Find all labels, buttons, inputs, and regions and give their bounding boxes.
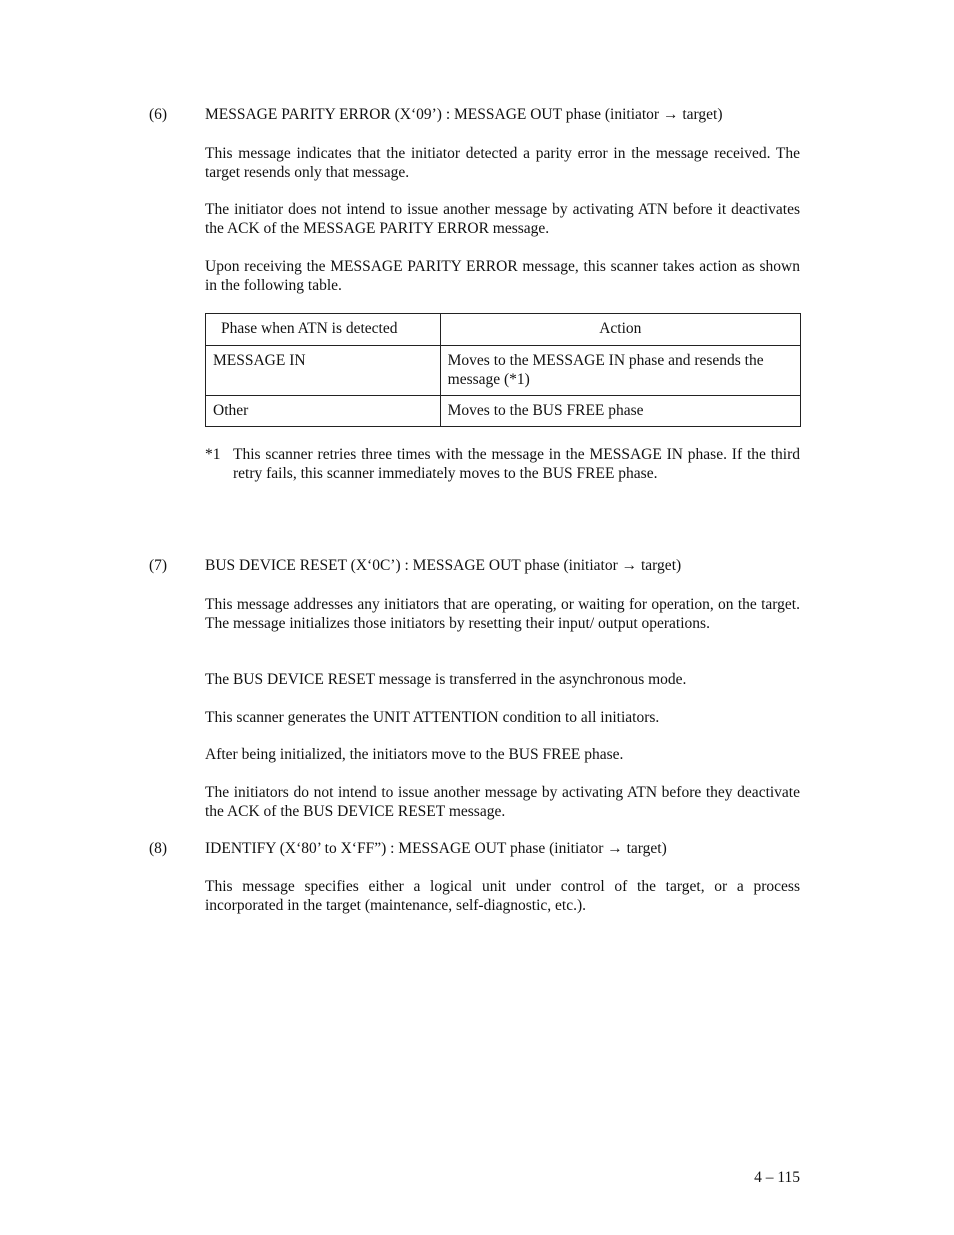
section-8-number: (8) bbox=[149, 840, 168, 857]
section-7-title: BUS DEVICE RESET (X‘0C’) : MESSAGE OUT phase (initiator → target) bbox=[205, 557, 682, 574]
section-6-paragraph-3: Upon receiving the MESSAGE PARITY ERROR message, this scanner takes action as shown in the following table. bbox=[205, 258, 800, 294]
table-cell-action: Moves to the MESSAGE IN phase and resends the message (*1) bbox=[440, 346, 800, 396]
table-header-action: Action bbox=[440, 314, 800, 346]
section-7-paragraph-2: The BUS DEVICE RESET message is transferred in the asynchronous mode. bbox=[205, 671, 687, 688]
section-6-paragraph-1: This message indicates that the initiator detected a parity error in the message received. The target resends only that message. bbox=[205, 145, 800, 181]
section-7-paragraph-4: After being initialized, the initiators move to the BUS FREE phase. bbox=[205, 746, 624, 763]
section-7-paragraph-3: This scanner generates the UNIT ATTENTION condition to all initiators. bbox=[205, 709, 660, 726]
footnote-text: This scanner retries three times with the message in the MESSAGE IN phase. If the third retry fails, this scanner immediately moves to the BUS FREE phase. bbox=[233, 446, 800, 482]
table-row bbox=[206, 346, 801, 396]
table-header-phase: Phase when ATN is detected bbox=[206, 314, 441, 346]
section-7-number: (7) bbox=[149, 557, 168, 574]
section-8-title: IDENTIFY (X‘80’ to X‘FF”) : MESSAGE OUT phase (initiator → target) bbox=[205, 840, 667, 857]
section-8-paragraph-1: This message specifies either a logical unit under control of the target, or a process incorporated in the target (maintenance, self-diagnostic, etc.). bbox=[205, 878, 800, 914]
section-6-number: (6) bbox=[149, 106, 168, 123]
atn-phase-action-table bbox=[205, 313, 801, 427]
section-6-title: MESSAGE PARITY ERROR (X‘09’) : MESSAGE OUT phase (initiator → target) bbox=[205, 106, 723, 123]
table-header-row bbox=[206, 314, 801, 346]
section-7-paragraph-5: The initiators do not intend to issue another message by activating ATN before they deactivate the ACK of the BUS DEVICE RESET message. bbox=[205, 784, 800, 820]
footnote-mark: *1 bbox=[205, 446, 221, 463]
table-cell-phase: MESSAGE IN bbox=[206, 346, 441, 396]
section-7-paragraph-1: This message addresses any initiators that are operating, or waiting for operation, on the target. The message initializes those initiators by resetting their input/ output operations. bbox=[205, 596, 800, 632]
table-row bbox=[206, 396, 801, 427]
page-number: 4 – 115 bbox=[754, 1169, 800, 1186]
table-cell-phase: Other bbox=[206, 396, 441, 427]
section-6-paragraph-2: The initiator does not intend to issue another message by activating ATN before it deactivates the ACK of the MESSAGE PARITY ERROR message. bbox=[205, 201, 800, 237]
table-cell-action: Moves to the BUS FREE phase bbox=[440, 396, 800, 427]
